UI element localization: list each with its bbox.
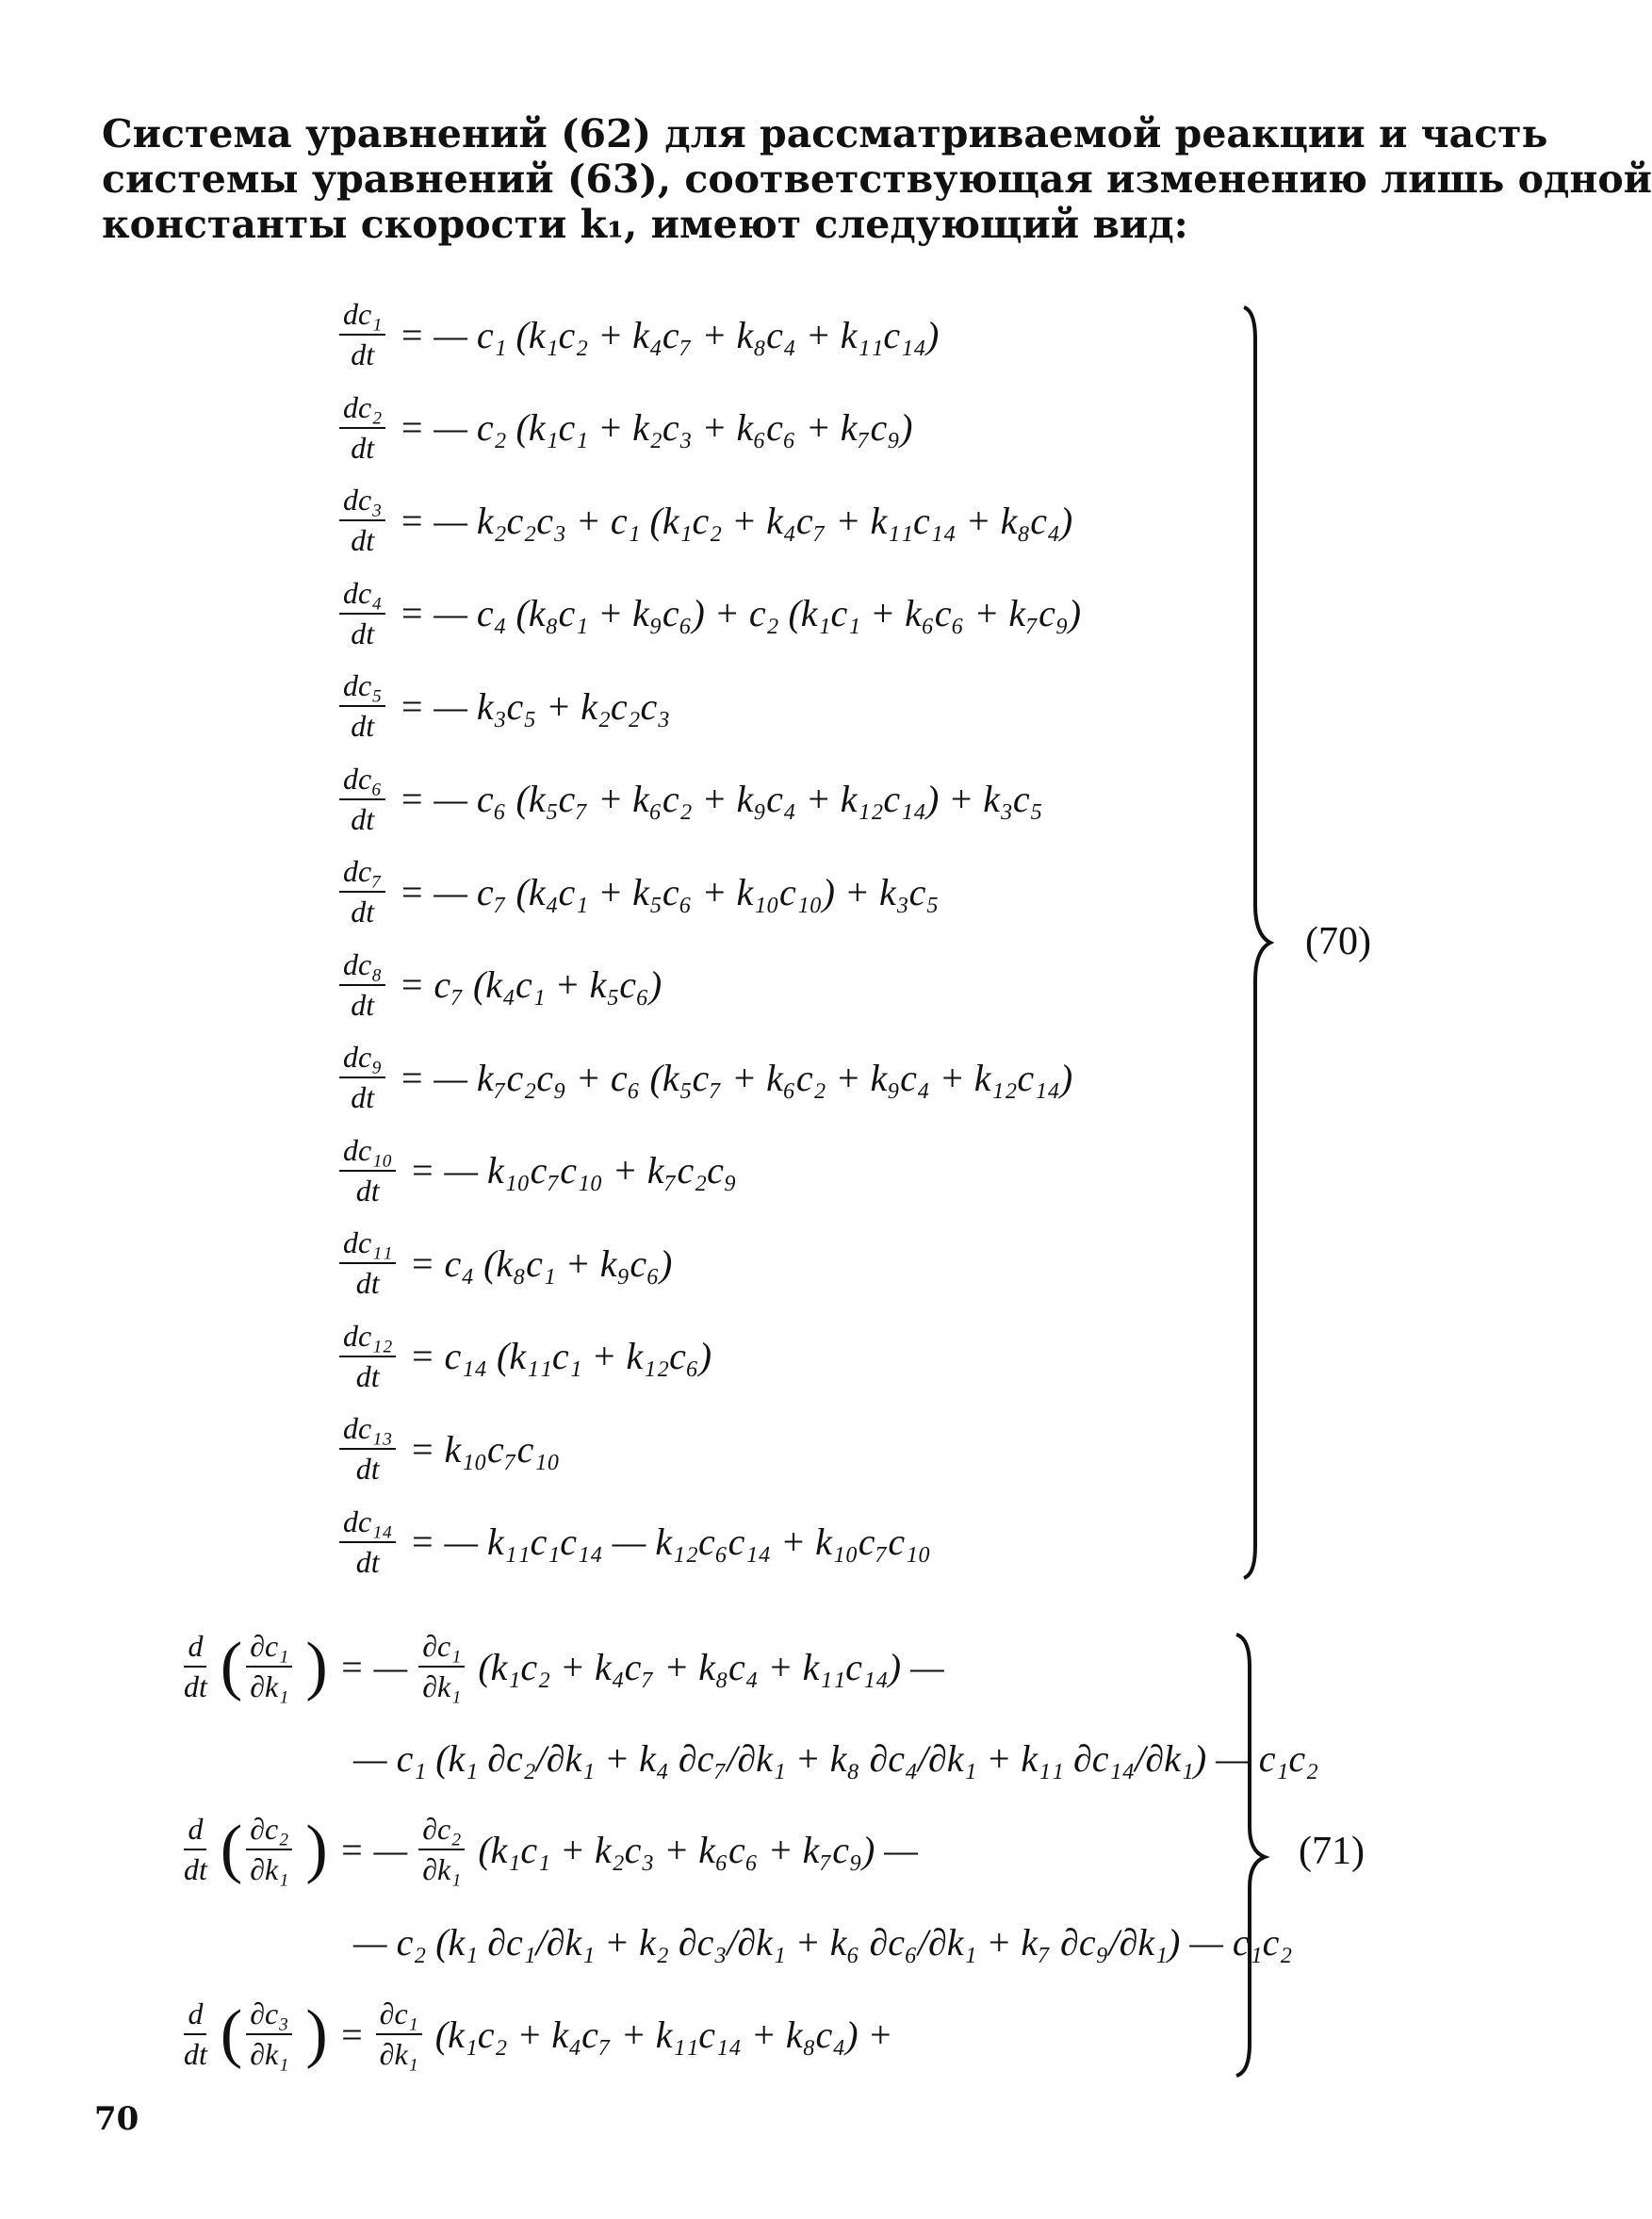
equation-row — [339, 1314, 712, 1399]
equation-rhs: = — k₁₀c₇c₁₀ + k₇c₂c₉ — [409, 1149, 737, 1192]
equation-row — [339, 1221, 672, 1306]
fraction-denominator: dt — [351, 430, 375, 465]
fraction-numerator: dc₁₂ — [339, 1319, 396, 1357]
fraction-numerator: dc₉ — [339, 1040, 385, 1078]
derivative-fraction — [339, 947, 385, 1023]
fraction-denominator: dt — [351, 987, 375, 1022]
fraction-numerator: dc₁ — [339, 297, 385, 336]
equation-rhs: = — c₄ (k₈c₁ + k₉c₆) + c₂ (k₁c₁ + k₆c₆ + k₇c₉) — [399, 592, 1082, 634]
equation-row — [339, 1035, 1072, 1120]
intro-paragraph — [102, 111, 1652, 247]
fraction-numerator: dc₃ — [339, 483, 385, 521]
equation-rhs: = — c₆ (k₅c₇ + k₆c₂ + k₉c₄ + k₁₂c₁₄) + k₃c₅ — [399, 778, 1043, 820]
derivative-fraction — [339, 576, 385, 651]
equation-71-line — [184, 1987, 893, 2081]
equation-rhs: (k₁c₂ + k₄c₇ + k₁₁c₁₄ + k₈c₄) + — [434, 2013, 893, 2056]
partial-numerator: ∂c₁ — [376, 1997, 422, 2035]
operator-denominator: dt — [184, 1669, 207, 1703]
derivative-fraction — [339, 762, 385, 837]
fraction-denominator: dt — [351, 523, 375, 557]
equation-rhs: = c₄ (k₈c₁ + k₉c₆) — [409, 1241, 673, 1285]
intro-line: Система уравнений (62) для рассматриваемой реакции и часть — [102, 111, 1548, 156]
derivative-fraction — [339, 483, 385, 558]
fraction-numerator: dc₈ — [339, 947, 385, 986]
partial-denominator: ∂k₁ — [250, 1852, 289, 1886]
equation-row — [339, 757, 1043, 842]
left-paren: ( — [220, 1630, 243, 1702]
fraction-numerator: dc₅ — [339, 668, 385, 707]
derivative-fraction — [339, 297, 385, 372]
equation-continuation: — c₂ (k₁ ∂c₁/∂k₁ + k₂ ∂c₃/∂k₁ + k₆ ∂c₆/∂k₁ + k₇ ∂c₉/∂k₁) — c₁c₂ — [353, 1920, 1293, 1964]
equation-row — [339, 478, 1072, 563]
derivative-fraction — [339, 1133, 396, 1208]
equation-row — [339, 1406, 560, 1491]
equation-rhs: = — k₁₁c₁c₁₄ — k₁₂c₆c₁₄ + k₁₀c₇c₁₀ — [409, 1520, 931, 1563]
intro-line: системы уравнений (63), соответствующая изменению лишь одной — [102, 156, 1652, 202]
fraction-denominator: dt — [351, 895, 375, 929]
equation-rhs: (k₁c₂ + k₄c₇ + k₈c₄ + k₁₁c₁₄) — — [478, 1645, 944, 1688]
partial-fraction — [246, 1812, 292, 1887]
partial-denominator: ∂k₁ — [422, 1669, 462, 1703]
equation-rhs: = k₁₀c₇c₁₀ — [409, 1427, 561, 1471]
partial-denominator: ∂k₁ — [250, 2037, 289, 2071]
derivative-fraction — [339, 1225, 396, 1301]
right-paren: ) — [305, 1813, 328, 1885]
equation-71-line — [353, 1711, 1318, 1805]
fraction-numerator: dc₁₄ — [339, 1504, 396, 1543]
fraction-numerator: dc₁₀ — [339, 1133, 396, 1172]
fraction-denominator: dt — [355, 1173, 380, 1208]
equation-rhs: = c₁₄ (k₁₁c₁ + k₁₂c₆) — [409, 1335, 712, 1377]
equation-rhs: = — c₂ (k₁c₁ + k₂c₃ + k₆c₆ + k₇c₉) — [399, 406, 913, 449]
partial-denominator: ∂k₁ — [250, 1669, 289, 1703]
partial-fraction — [376, 1997, 422, 2072]
partial-numerator: ∂c₁ — [418, 1629, 465, 1668]
equation-number-71: (71) — [1299, 1830, 1365, 1873]
derivative-fraction — [339, 1504, 396, 1580]
derivative-operator — [184, 1997, 207, 2072]
derivative-fraction — [339, 390, 385, 466]
equation-rhs: = — k₇c₂c₉ + c₆ (k₅c₇ + k₆c₂ + k₉c₄ + k₁₂c₁₄) — [399, 1056, 1073, 1099]
fraction-denominator: dt — [351, 616, 375, 650]
equation-rhs: = — c₇ (k₄c₁ + k₅c₆ + k₁₀c₁₀) + k₃c₅ — [399, 870, 940, 913]
partial-numerator: ∂c₂ — [418, 1812, 465, 1850]
intro-line: константы скорости k₁, имеют следующий вид: — [102, 202, 1188, 247]
partial-fraction — [246, 1997, 292, 2072]
partial-numerator: ∂c₂ — [246, 1812, 292, 1850]
equation-rhs: = — k₂c₂c₃ + c₁ (k₁c₂ + k₄c₇ + k₁₁c₁₄ + k₈c₄) — [399, 499, 1073, 542]
equation-continuation: — c₁ (k₁ ∂c₂/∂k₁ + k₄ ∂c₇/∂k₁ + k₈ ∂c₄/∂k₁ + k₁₁ ∂c₁₄/∂k₁) — c₁c₂ — [353, 1736, 1319, 1780]
derivative-operator — [184, 1629, 207, 1704]
derivative-fraction — [339, 1411, 396, 1487]
fraction-numerator: dc₁₃ — [339, 1411, 396, 1450]
operator-numerator: d — [184, 1997, 206, 2035]
equation-row — [339, 292, 939, 377]
derivative-fraction — [339, 668, 385, 744]
fraction-denominator: dt — [355, 1266, 380, 1300]
fraction-numerator: dc₄ — [339, 576, 385, 615]
fraction-denominator: dt — [355, 1544, 380, 1579]
equation-number-70: (70) — [1305, 920, 1371, 963]
equation-71-line — [184, 1802, 918, 1897]
equation-rhs: (k₁c₁ + k₂c₃ + k₆c₆ + k₇c₉) — — [478, 1828, 918, 1871]
equation-rhs: = c₇ (k₄c₁ + k₅c₆) — [399, 963, 662, 1006]
fraction-denominator: dt — [351, 709, 375, 743]
operator-numerator: d — [184, 1812, 206, 1850]
equation-row — [339, 571, 1081, 656]
derivative-operator — [184, 1812, 207, 1887]
fraction-denominator: dt — [355, 1452, 380, 1486]
operator-denominator: dt — [184, 1852, 207, 1886]
partial-denominator: ∂k₁ — [379, 2037, 418, 2071]
equation-row — [339, 849, 939, 934]
operator-numerator: d — [184, 1629, 206, 1668]
fraction-numerator: dc₆ — [339, 762, 385, 800]
partial-denominator: ∂k₁ — [422, 1852, 462, 1886]
fraction-denominator: dt — [355, 1358, 380, 1393]
equals-sign: = — — [338, 1828, 408, 1871]
derivative-fraction — [339, 1040, 385, 1115]
operator-denominator: dt — [184, 2037, 207, 2071]
equation-row — [339, 664, 670, 748]
right-brace-70 — [1242, 302, 1280, 1584]
page-number: 70 — [94, 2100, 139, 2138]
derivative-fraction — [339, 854, 385, 929]
partial-numerator: ∂c₃ — [246, 1997, 292, 2035]
equation-row — [339, 943, 662, 1027]
equals-sign: = — [338, 2013, 365, 2056]
equation-71-line — [353, 1895, 1292, 1989]
derivative-fraction — [339, 1319, 396, 1394]
left-paren: ( — [220, 1997, 243, 2070]
equation-row — [339, 1128, 737, 1213]
fraction-denominator: dt — [351, 1080, 375, 1114]
fraction-numerator: dc₁₁ — [339, 1225, 396, 1264]
partial-fraction — [418, 1812, 465, 1887]
right-paren: ) — [305, 1997, 328, 2070]
right-brace-71 — [1235, 1629, 1272, 2081]
fraction-denominator: dt — [351, 337, 375, 371]
partial-fraction — [418, 1629, 465, 1704]
partial-fraction — [246, 1629, 292, 1704]
right-paren: ) — [305, 1630, 328, 1702]
equation-rhs: = — c₁ (k₁c₂ + k₄c₇ + k₈c₄ + k₁₁c₁₄) — [399, 313, 940, 356]
fraction-numerator: dc₂ — [339, 390, 385, 429]
fraction-denominator: dt — [351, 801, 375, 836]
equation-rhs: = — k₃c₅ + k₂c₂c₃ — [399, 684, 671, 728]
partial-numerator: ∂c₁ — [246, 1629, 292, 1668]
fraction-numerator: dc₇ — [339, 854, 385, 893]
equation-row — [339, 386, 912, 470]
left-paren: ( — [220, 1813, 243, 1885]
equation-row — [339, 1500, 931, 1585]
equals-sign: = — — [338, 1645, 408, 1688]
equation-71-line — [184, 1619, 944, 1714]
